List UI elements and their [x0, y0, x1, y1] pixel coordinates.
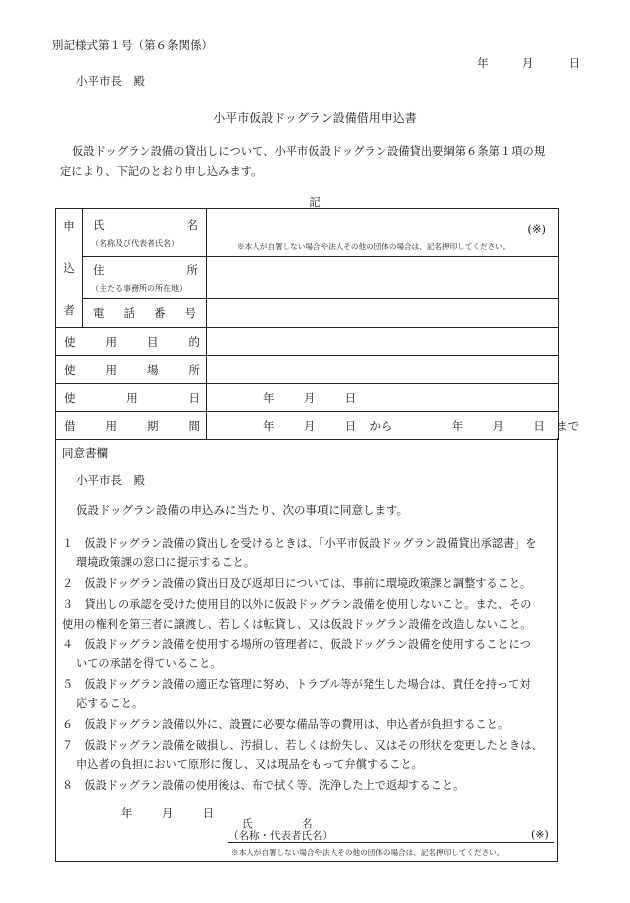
consent-item-4-cont: いての承諾を得ていること。 — [76, 657, 222, 670]
consent-item-3-cont: 使用の権利を第三者に譲渡し、若しくは転貸し、又は仮設ドッグラン設備を改造しないこと。 — [62, 618, 532, 631]
consent-item-1: １ 仮設ドッグラン設備の貸出しを受けるときは、「小平市仮設ドッグラン設備貸出承認書」を — [62, 537, 537, 550]
period-label-cell — [56, 412, 207, 440]
applicant-char-2: 込 — [63, 261, 75, 275]
name-label-cell — [83, 209, 207, 257]
sign-note: ※本人が自署しない場合や法人その他の団体の場合は、記名押印してください。 — [231, 848, 505, 857]
place-label-cell — [56, 356, 207, 384]
period-month: 月 — [303, 418, 316, 433]
period-month-2: 月 — [492, 418, 505, 433]
phone-char-3: 番 — [154, 306, 166, 320]
intro-line-2: 定により、下記のとおり申し込みます。 — [60, 165, 263, 178]
place-char-3: 場 — [147, 362, 159, 377]
usedate-char-1: 使 — [64, 390, 76, 405]
period-year-2: 年 — [451, 418, 464, 433]
purpose-char-2: 用 — [105, 334, 117, 349]
address-field[interactable] — [207, 257, 559, 299]
name-sublabel: （名称及び代表者氏名） — [91, 238, 179, 248]
purpose-char-3: 目 — [147, 334, 159, 349]
use-date-month: 月 — [303, 390, 316, 405]
consent-date-year: 年 — [121, 806, 133, 820]
usedate-char-3: 日 — [188, 390, 200, 405]
form-reference: 別記様式第１号（第６条関係） — [52, 38, 213, 52]
name-field[interactable] — [207, 209, 559, 257]
consent-item-7-cont: 申込者の負担において原形に復し、又は現品をもって弁償すること。 — [76, 758, 423, 771]
address-label-cell — [83, 257, 207, 299]
addressee: 小平市長 殿 — [76, 74, 145, 88]
use-date-field[interactable] — [207, 384, 559, 412]
consent-item-3: ３ 貸出しの承認を受けた使用目的以外に仮設ドッグラン設備を使用しないこと。また、その — [62, 598, 532, 611]
purpose-char-1: 使 — [64, 334, 76, 349]
period-char-4: 間 — [188, 418, 200, 433]
sign-mark: (※) — [531, 828, 549, 841]
application-table — [55, 208, 580, 440]
consent-item-1-cont: 環境政策課の窓口に提示すること。 — [76, 556, 256, 569]
period-year: 年 — [263, 418, 275, 433]
period-day-2: 日 — [533, 418, 545, 433]
address-label-char-1: 住 — [93, 262, 105, 277]
sign-label-char-2: 名 — [302, 818, 313, 830]
phone-field[interactable] — [207, 299, 559, 328]
period-from: から — [369, 418, 393, 433]
period-char-2: 用 — [105, 418, 117, 433]
phone-char-1: 電 — [93, 306, 105, 320]
ki-heading: 記 — [309, 195, 321, 209]
date-year: 年 — [477, 56, 489, 70]
purpose-label-cell — [56, 328, 207, 356]
name-mark: (※) — [527, 222, 546, 236]
consent-item-8: ８ 仮設ドッグラン設備の使用後は、布で拭く等、洗浄した上で返却すること。 — [62, 779, 465, 792]
purpose-char-4: 的 — [188, 334, 200, 349]
period-field[interactable] — [207, 412, 580, 440]
phone-char-2: 話 — [123, 306, 135, 320]
applicant-group-cell — [56, 209, 83, 328]
consent-date-day: 日 — [202, 806, 215, 820]
consent-heading: 同意書欄 — [62, 446, 108, 460]
date-label-cell — [56, 384, 207, 412]
application-date — [477, 55, 580, 71]
use-date-year: 年 — [263, 390, 275, 405]
name-label-char-1: 氏 — [93, 217, 105, 232]
consent-lead: 仮設ドッグラン設備の申込みに当たり、次の事項に同意します。 — [76, 503, 409, 517]
address-label-char-2: 所 — [186, 262, 198, 277]
period-char-3: 期 — [147, 418, 159, 433]
place-field[interactable] — [207, 356, 559, 384]
place-char-2: 用 — [105, 362, 117, 377]
phone-char-4: 号 — [184, 306, 196, 320]
period-day: 日 — [344, 418, 357, 433]
sign-sublabel: （名称・代表者氏名） — [228, 830, 333, 842]
period-to: まで — [556, 418, 580, 433]
applicant-char-3: 者 — [63, 303, 75, 317]
place-char-4: 所 — [188, 362, 200, 377]
signature-field[interactable] — [228, 842, 554, 843]
phone-label-cell — [83, 299, 207, 328]
consent-item-7: ７ 仮設ドッグラン設備を破損し、汚損し、若しくは紛失し、又はその形状を変更したときは、 — [62, 739, 543, 752]
intro-line-1: 仮設ドッグラン設備の貸出しについて、小平市仮設ドッグラン設備貸出要綱第６条第１項の規 — [72, 145, 546, 158]
usedate-char-2: 用 — [126, 390, 138, 405]
applicant-char-1: 申 — [63, 219, 75, 233]
consent-item-5: ５ 仮設ドッグラン設備の適正な管理に努め、トラブル等が発生した場合は、責任を持って対 — [62, 678, 531, 691]
document-title: 小平市仮設ドッグラン設備借用申込書 — [213, 111, 417, 125]
place-char-1: 使 — [64, 362, 76, 377]
consent-item-4: ４ 仮設ドッグラン設備を使用する場所の管理者に、仮設ドッグラン設備を使用することにつ — [62, 638, 531, 651]
period-char-1: 借 — [64, 418, 76, 433]
consent-date-month: 月 — [161, 806, 174, 820]
date-day: 日 — [568, 56, 581, 70]
date-month: 月 — [521, 56, 534, 70]
consent-item-2: ２ 仮設ドッグラン設備の貸出日及び返却日については、事前に環境政策課と調整すること。 — [62, 577, 532, 590]
purpose-field[interactable] — [207, 328, 559, 356]
sign-label-char-1: 氏 — [242, 818, 253, 830]
use-date-day: 日 — [344, 390, 357, 405]
address-sublabel: （主たる事務所の所在地） — [91, 283, 187, 293]
name-label-char-2: 名 — [186, 217, 198, 232]
consent-item-6: ６ 仮設ドッグラン設備以外に、設置に必要な備品等の費用は、申込者が負担すること。 — [62, 718, 510, 731]
consent-item-5-cont: 応すること。 — [76, 697, 144, 710]
consent-addressee: 小平市長 殿 — [76, 473, 145, 487]
consent-date — [121, 805, 214, 821]
name-note: ※本人が自署しない場合や法人その他の団体の場合は、記名押印してください。 — [237, 242, 511, 251]
